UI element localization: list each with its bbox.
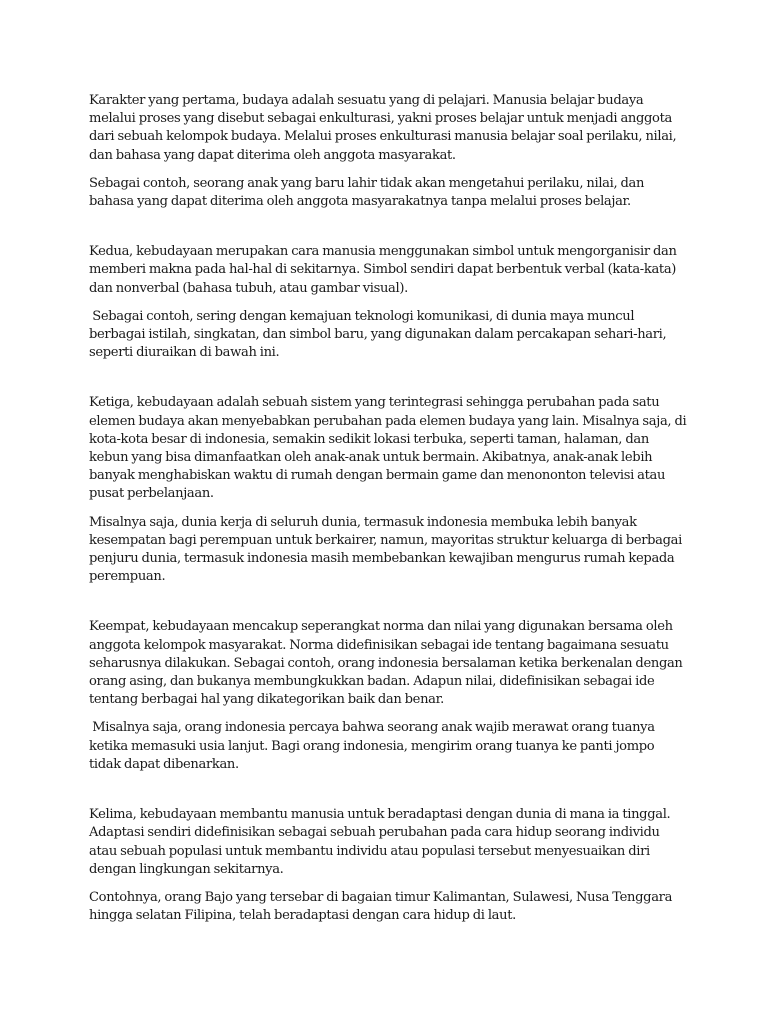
paragraph-contoh-ketiga: Misalnya saja, dunia kerja di seluruh dunia, termasuk indonesia membuka lebih banyak kesempatan bagi perempuan untuk berkairer, namun, mayoritas struktur keluarga di berbagai penjuru dunia, termasuk indonesia masih membebankan kewajiban mengurus rumah kepada perempuan. — [89, 514, 682, 585]
document-body — [89, 92, 689, 935]
paragraph-kelima: Kelima, kebudayaan membantu manusia untuk beradaptasi dengan dunia di mana ia tinggal. Adaptasi sendiri didefinisikan sebagai sebuah perubahan pada cara hidup seorang individu atau sebuah populasi untuk membantu individu atau populasi tersebut menyesuaikan diri dengan lingkungan sekitarnya. — [89, 807, 671, 877]
paragraph-contoh-pertama: Sebagai contoh, seorang anak yang baru lahir tidak akan mengetahui perilaku, nilai, dan bahasa yang dapat diterima oleh anggota masyarakatnya tanpa melalui proses belajar. — [89, 175, 645, 210]
paragraph-contoh-kelima: Contohnya, orang Bajo yang tersebar di bagaian timur Kalimantan, Sulawesi, Nusa Tenggara hingga selatan Filipina, telah beradaptasi dengan cara hidup di laut. — [89, 889, 673, 924]
paragraph-karakter-pertama: Karakter yang pertama, budaya adalah sesuatu yang di pelajari. Manusia belajar budaya melalui proses yang disebut sebagai enkulturasi, yakni proses belajar untuk menjadi anggota dari sebuah kelompok budaya. Melalui proses enkulturasi manusia belajar soal perilaku, nilai, dan bahasa yang dapat diterima oleh anggota masyarakat. — [89, 93, 677, 163]
paragraph-ketiga: Ketiga, kebudayaan adalah sebuah sistem yang terintegrasi sehingga perubahan pada satu elemen budaya akan menyebabkan perubahan pada elemen budaya yang lain. Misalnya saja, di kota-kota besar di indonesia, semakin sedikit lokasi terbuka, seperti taman, halaman, dan kebun yang bisa dimanfaatkan oleh anak-anak untuk bermain. Akibatnya, anak-anak lebih banyak menghabiskan waktu di rumah dengan bermain game dan menononton televisi atau pusat perbelanjaan. — [89, 395, 687, 502]
paragraph-kedua: Kedua, kebudayaan merupakan cara manusia menggunakan simbol untuk mengorganisir dan memberi makna pada hal-hal di sekitarnya. Simbol sendiri dapat berbentuk verbal (kata-kata) dan nonverbal (bahasa tubuh, atau gambar visual). — [89, 244, 677, 296]
paragraph-contoh-keempat: Misalnya saja, orang indonesia percaya bahwa seorang anak wajib merawat orang tuanya ketika memasuki usia lanjut. Bagi orang indonesia, mengirim orang tuanya ke panti jompo tidak dapat dibenarkan. — [89, 720, 658, 772]
paragraph-keempat: Keempat, kebudayaan mencakup seperangkat norma dan nilai yang digunakan bersama oleh anggota kelompok masyarakat. Norma didefinisikan sebagai ide tentang bagaimana sesuatu seharusnya dilakukan. Sebagai contoh, orang indonesia bersalaman ketika berkenalan dengan orang asing, dan bukanya membungkukkan badan. Adapun nilai, didefinisikan sebagai ide tentang berbagai hal yang dikategorikan baik dan benar. — [89, 619, 683, 708]
paragraph-contoh-kedua: Sebagai contoh, sering dengan kemajuan teknologi komunikasi, di dunia maya muncul berbagai istilah, singkatan, dan simbol baru, yang digunakan dalam percakapan sehari-hari, seperti diuraikan di bawah ini. — [89, 308, 670, 361]
